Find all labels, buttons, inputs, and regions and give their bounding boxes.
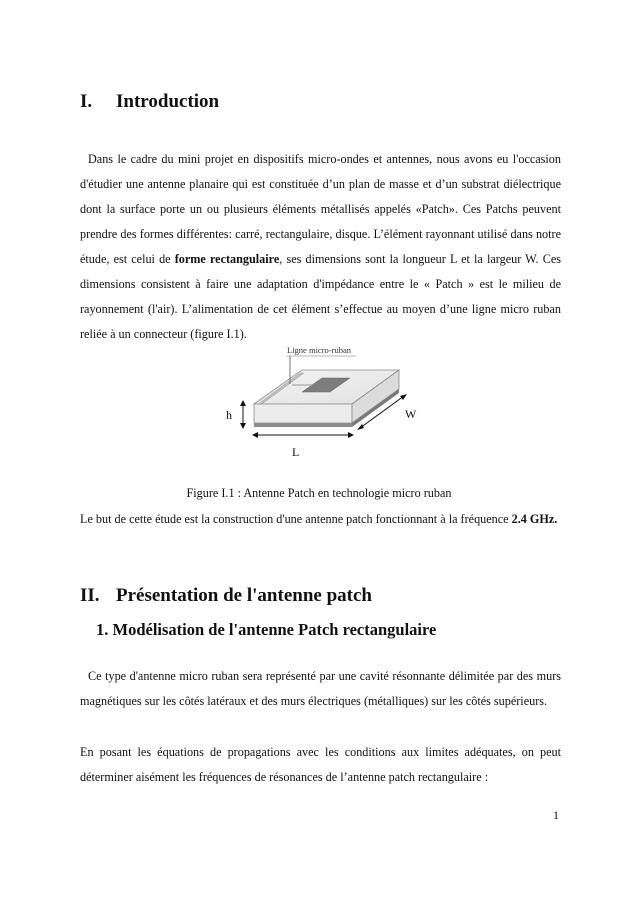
goal-frequency: 2.4 GHz. (511, 512, 558, 526)
figure-caption: Figure I.1 : Antenne Patch en technologie micro ruban (186, 486, 452, 500)
subsection-heading-modelisation (96, 620, 436, 640)
w-arrow-head-a (357, 424, 364, 430)
intro-text-bold: forme rectangulaire (174, 252, 280, 266)
figure-label-h: h (226, 408, 232, 422)
l-arrow-head-left (252, 432, 258, 438)
section-heading-presentation (80, 585, 372, 607)
h-arrow-head-bottom (240, 423, 246, 429)
substrate-front-face (254, 404, 352, 423)
h-arrow-head-top (240, 400, 246, 406)
intro-text-part2: , ses dimensions sont la longueur L et la largeur W. Ces dimensions consistent à faire une adaptation d'impédance entre le « Patch » est le milieu de rayonnement (l'air). L’alimentation de cet élément s’effectue au moyen d’une ligne micro ruban reliée à un connecteur (figure I.1). (80, 252, 562, 341)
figure-label-w: W (405, 407, 417, 421)
ground-plane-front (254, 423, 352, 427)
figure-label-l: L (292, 445, 300, 459)
section-title: Présentation de l'antenne patch (116, 585, 372, 606)
subsection-title: Modélisation de l'antenne Patch rectangulaire (112, 620, 437, 639)
cavity-paragraph: Ce type d'antenne micro ruban sera représenté par une cavité résonnante délimitée par des murs magnétiques sur les côtés latéraux et des murs électriques (métalliques) sur les côtés supérieurs. (80, 669, 561, 708)
section-number: I. (80, 91, 93, 112)
subsection-number: 1. (96, 620, 109, 639)
section-title: Introduction (116, 91, 220, 112)
equations-paragraph: En posant les équations de propagations avec les conditions aux limites adéquates, on peut déterminer aisément les fréquences de résonances de l’antenne patch rectangulaire : (80, 745, 561, 784)
page-number: 1 (553, 808, 559, 822)
goal-text: Le but de cette étude est la construction d'une antenne patch fonctionnant à la fréquence (80, 512, 512, 526)
intro-text-part1: Dans le cadre du mini projet en dispositifs micro-ondes et antennes, nous avons eu l'occasion d'étudier une antenne planaire qui est constituée d’un plan de masse et d’un substrat diélectrique dont la surface porte un ou plusieurs éléments métallisés appelés «Patch». Ces Patchs peuvent prendre des formes différentes: carré, rectangulaire, disque. L’élément rayonnant utilisé dans notre étude, est celui de (80, 152, 561, 266)
goal-paragraph (80, 507, 561, 532)
figure-label-line: Ligne micro-ruban (287, 345, 351, 355)
w-arrow-head-b (400, 394, 407, 400)
section-number: II. (80, 585, 100, 606)
l-arrow-head-right (348, 432, 354, 438)
